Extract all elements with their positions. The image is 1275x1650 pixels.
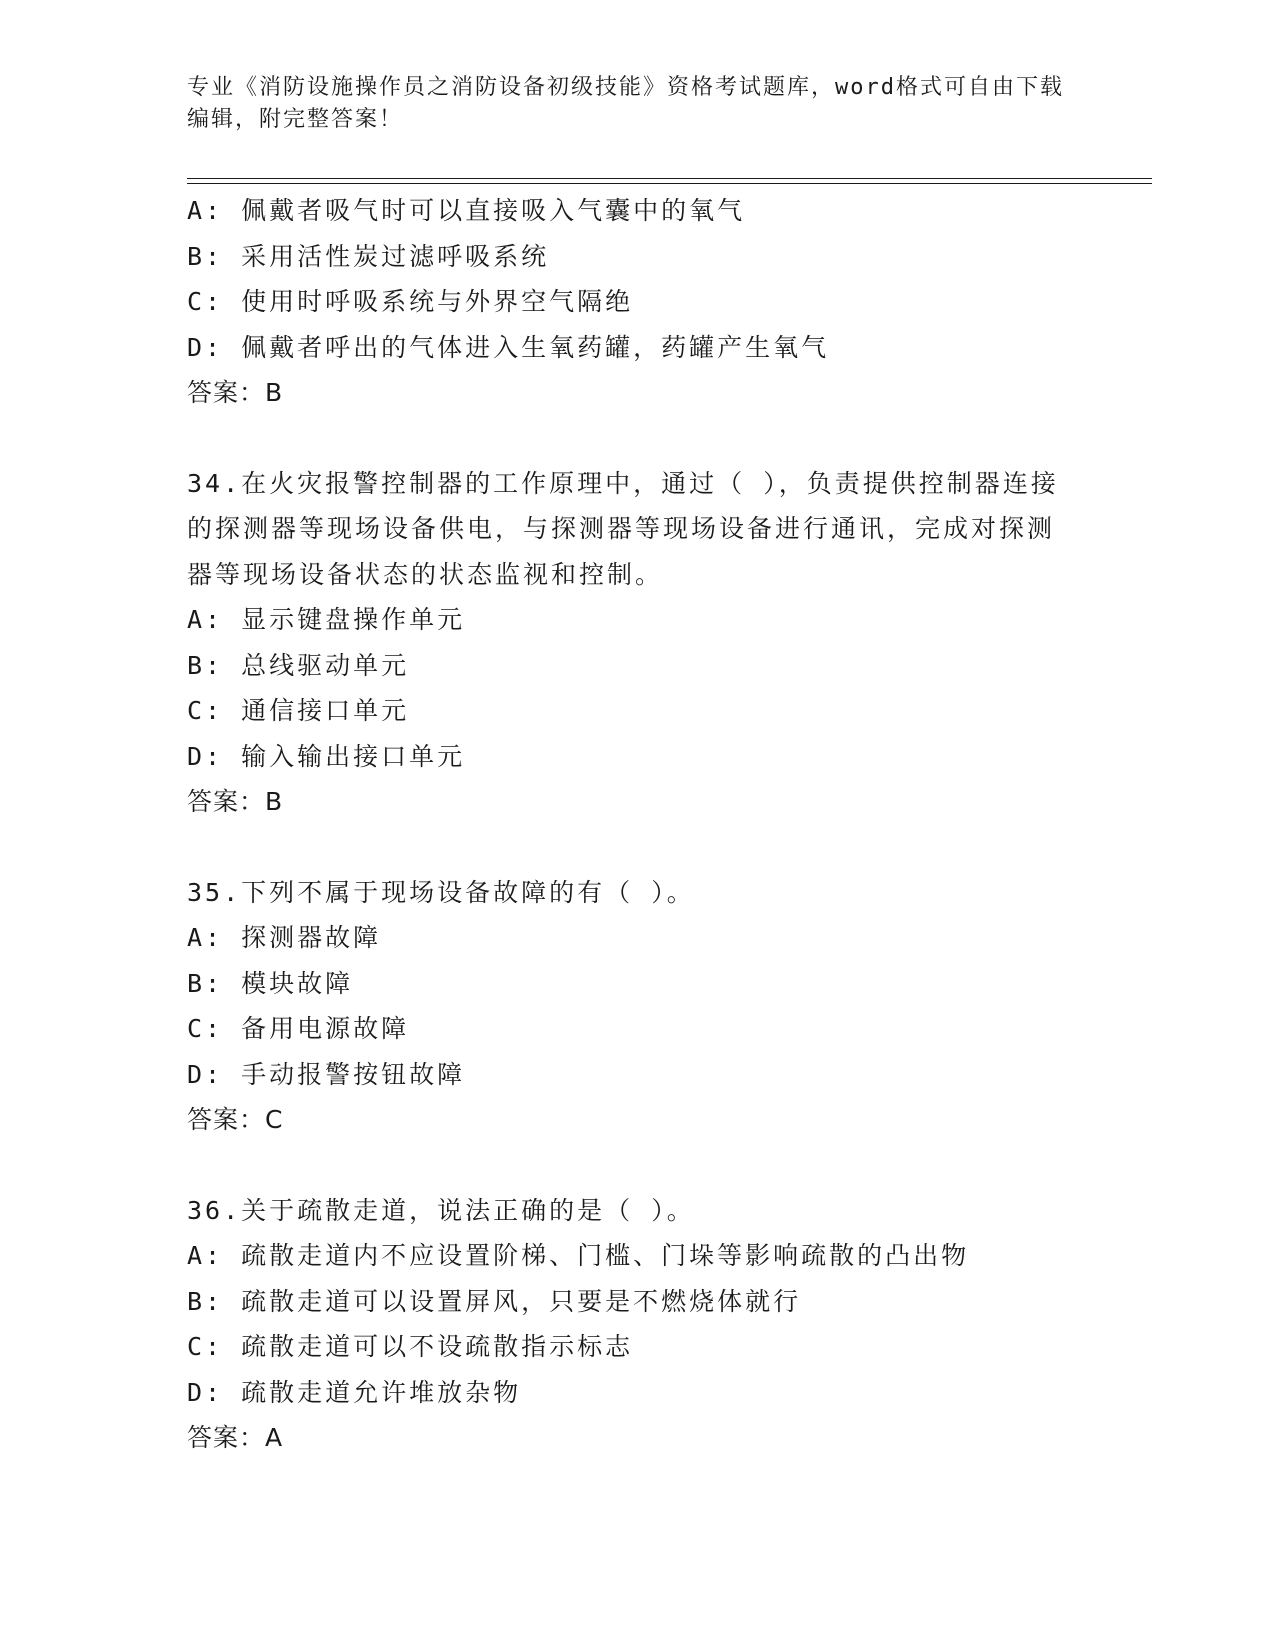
answer-line: 答案：B — [187, 378, 284, 407]
question-block-36 — [187, 1188, 1087, 1461]
question-stem: 35.下列不属于现场设备故障的有（ ）。 — [187, 877, 695, 907]
option-a: A: 显示键盘操作单元 — [187, 605, 466, 634]
spacer — [187, 416, 1087, 461]
question-stem: 34.在火灾报警控制器的工作原理中，通过（ ），负责提供控制器连接的探测器等现场设备供电，与探测器等现场设备进行通讯，完成对探测器等现场设备状态的状态监视和控制。 — [187, 468, 1059, 589]
option-a: A: 佩戴者吸气时可以直接吸入气囊中的氧气 — [187, 196, 746, 225]
option-c: C: 备用电源故障 — [187, 1014, 410, 1043]
document-header: 专业《消防设施操作员之消防设备初级技能》资格考试题库，word格式可自由下载编辑，附完整答案！ — [187, 75, 1064, 132]
option-c: C: 使用时呼吸系统与外界空气隔绝 — [187, 287, 634, 316]
answer-line: 答案：A — [187, 1423, 284, 1452]
spacer — [187, 1143, 1087, 1188]
question-block-35 — [187, 870, 1087, 1143]
header-divider-bottom — [187, 183, 1152, 184]
option-a: A: 探测器故障 — [187, 923, 382, 952]
question-block-34 — [187, 461, 1087, 825]
option-d: D: 疏散走道允许堆放杂物 — [187, 1377, 522, 1407]
option-c: C: 通信接口单元 — [187, 696, 410, 725]
question-stem: 36.关于疏散走道，说法正确的是（ ）。 — [187, 1195, 695, 1225]
option-b: B: 疏散走道可以设置屏风，只要是不燃烧体就行 — [187, 1286, 802, 1316]
answer-line: 答案：B — [187, 787, 284, 816]
question-block-33 — [187, 188, 1087, 416]
option-c: C: 疏散走道可以不设疏散指示标志 — [187, 1332, 634, 1361]
option-b: B: 总线驱动单元 — [187, 650, 410, 680]
option-d: D: 佩戴者呼出的气体进入生氧药罐，药罐产生氧气 — [187, 332, 830, 362]
option-b: B: 模块故障 — [187, 968, 354, 998]
option-b: B: 采用活性炭过滤呼吸系统 — [187, 241, 550, 271]
option-d: D: 手动报警按钮故障 — [187, 1059, 466, 1089]
option-d: D: 输入输出接口单元 — [187, 741, 466, 771]
document-body — [187, 188, 1087, 1461]
option-a: A: 疏散走道内不应设置阶梯、门槛、门垛等影响疏散的凸出物 — [187, 1241, 970, 1270]
spacer — [187, 825, 1087, 870]
answer-line: 答案：C — [187, 1105, 284, 1134]
header-divider-top — [187, 178, 1152, 179]
